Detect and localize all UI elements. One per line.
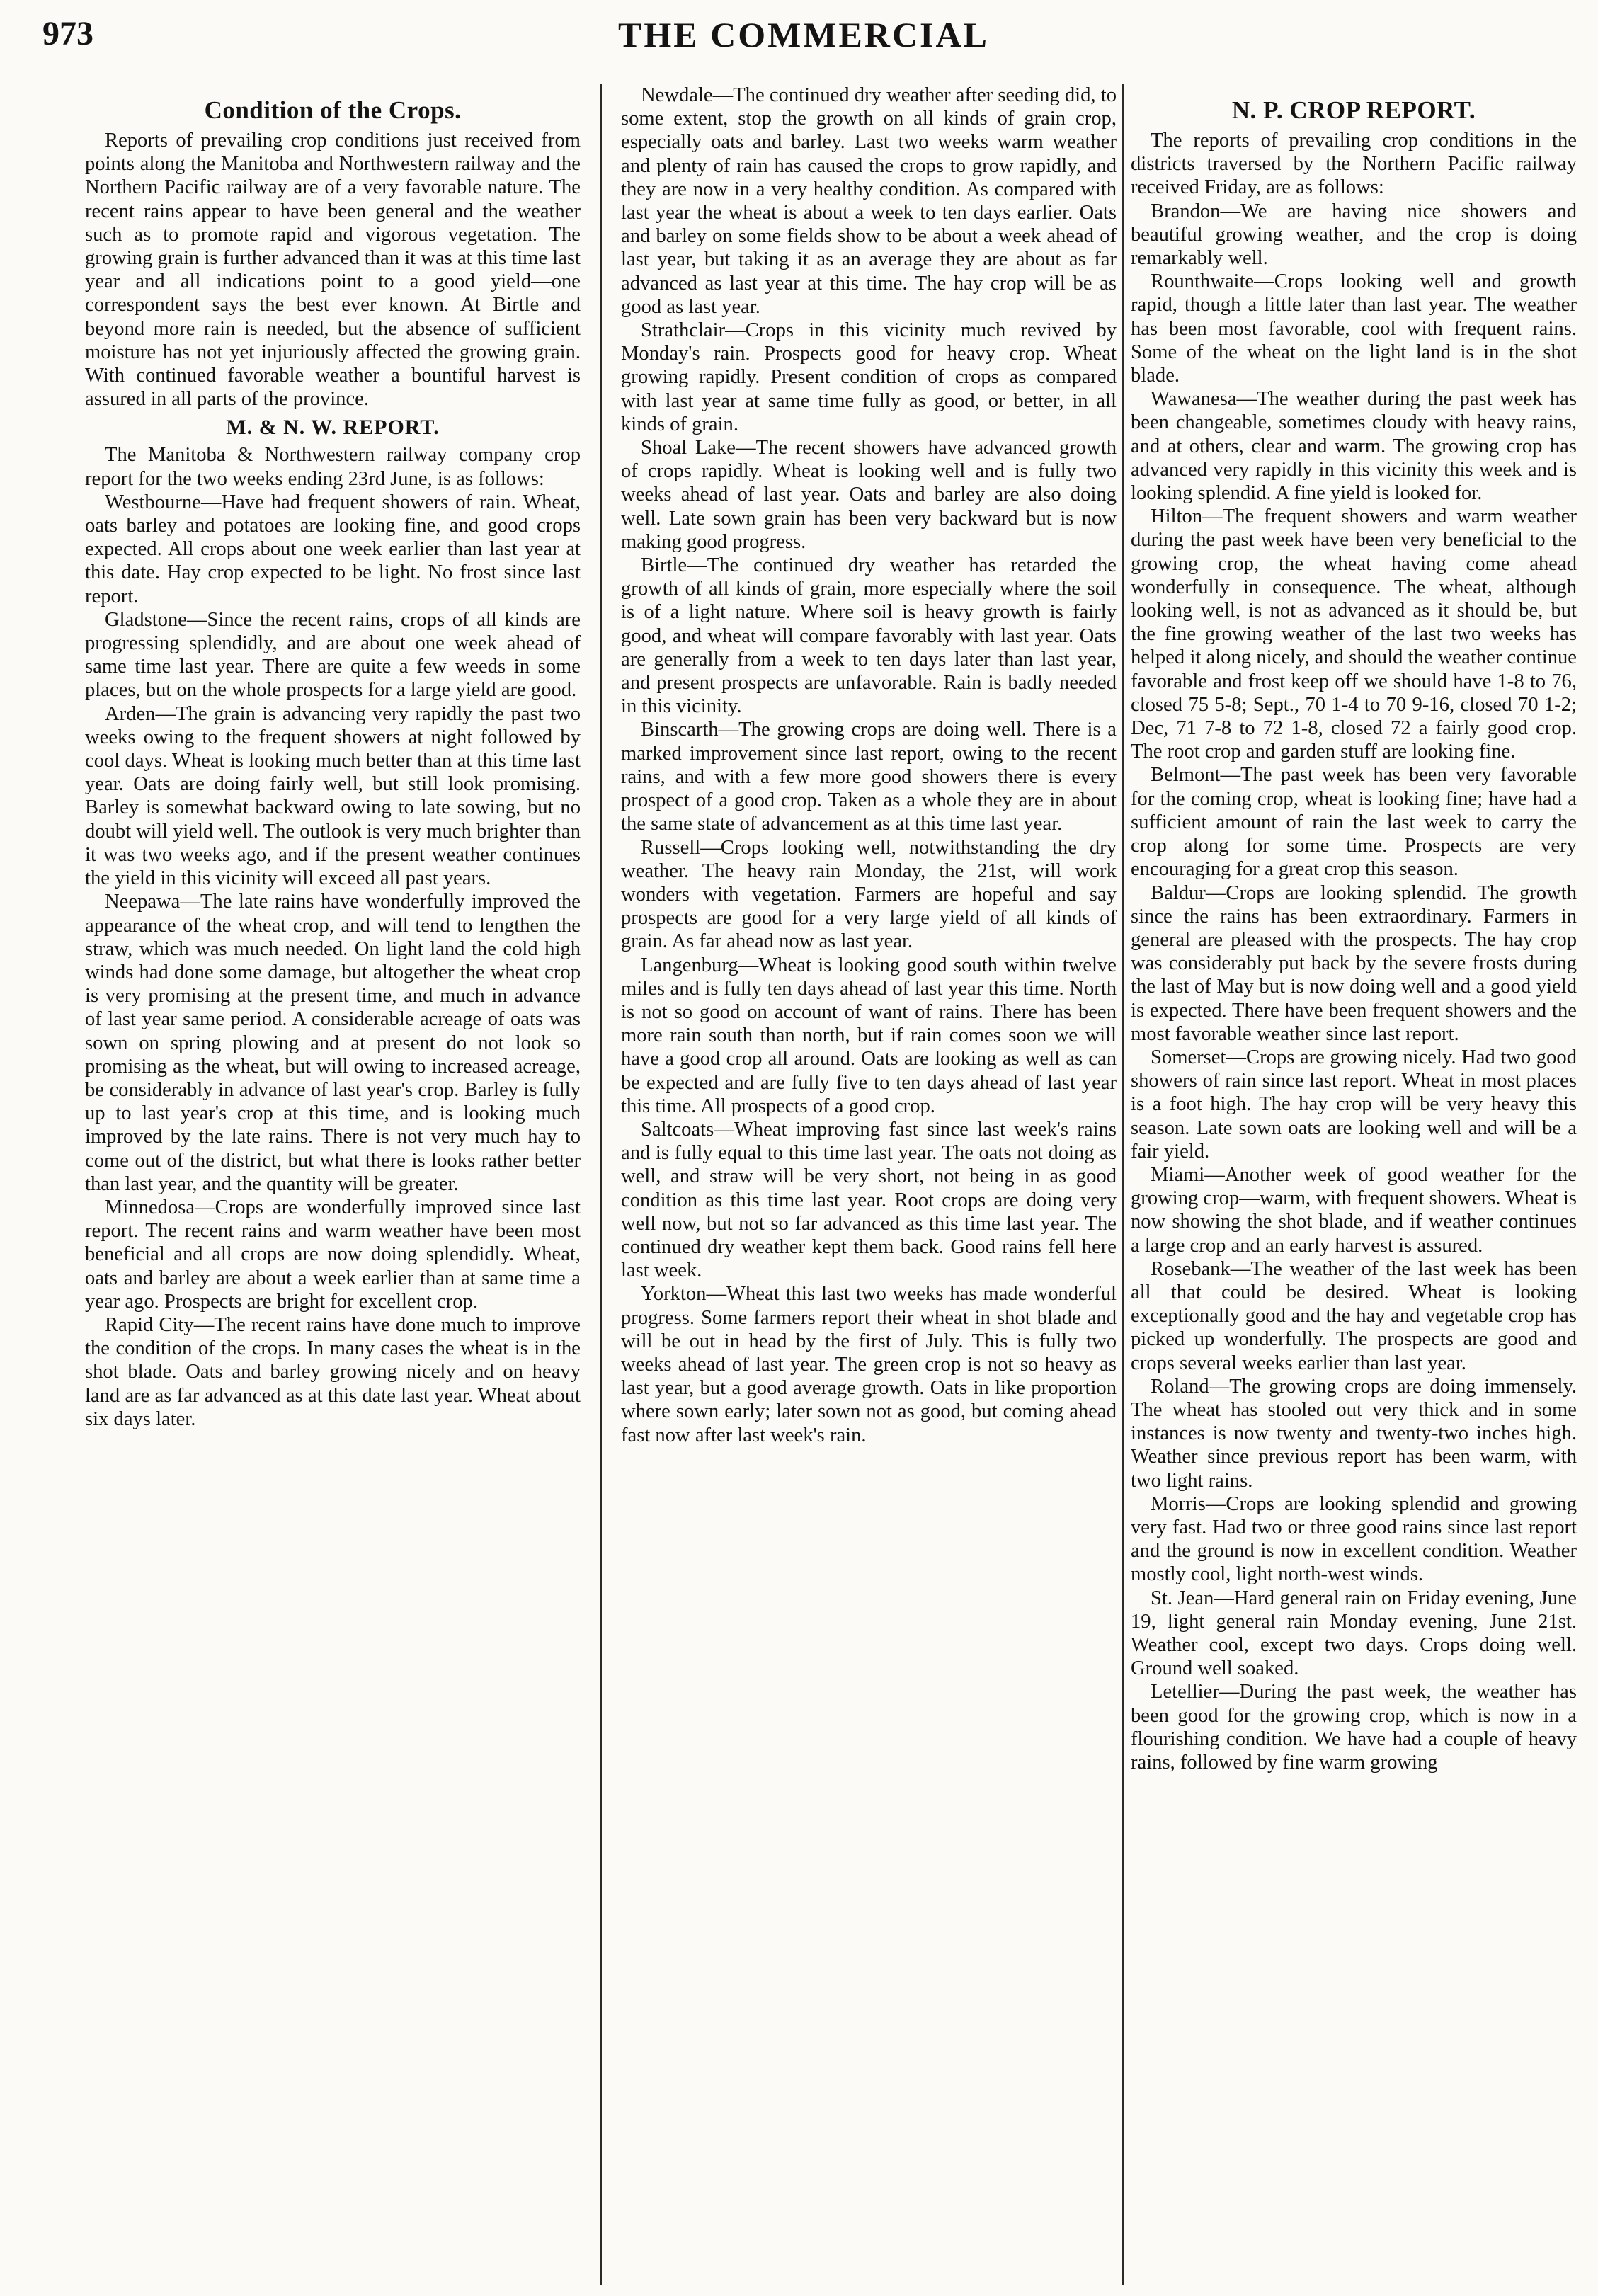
crop-report-entry: Neepawa—The late rains have wonderfully improved the appearance of the wheat crop, and will tend to lengthen the straw, which was much needed. On light land the cold high winds had done some damage, but altogether the wheat crop is very promising at the present time, and much in advance of last year same period. A considerable acreage of oats was sown on spring plowing and at present do not look so promising as the wheat, but will owing to increased acreage, be considerably in advance of last year's crop. Barley is fully up to last year's crop at this time, and is looking much improved by the late rains. There is not very much hay to come out of the district, but what there is looks rather better than last year, and the quantity will be greater. bbox=[85, 891, 581, 1195]
crop-report-entry: Hilton—The frequent showers and warm weather during the past week have been very beneficial to the growing crop, the wheat having come ahead wonderfully in consequence. The wheat, although looking well, is not as advanced as it should be, but the fine growing weather of the last two weeks has helped it along nicely, and should the weather continue favorable and frost keep off we should have 1-8 to 76, closed 75 5-8; Sept., 70 1-4 to 70 9-16, closed 70 1-2; Dec, 71 7-8 to 72 1-8, closed 72 a fairly good crop. The root crop and garden stuff are looking fine. bbox=[1131, 506, 1577, 763]
column-2 bbox=[621, 84, 1117, 2285]
crop-report-entry: Letellier—During the past week, the weather has been good for the growing crop, which is now in a flourishing condition. We have had a couple of heavy rains, followed by fine warm growing bbox=[1131, 1681, 1577, 1774]
crop-report-entry: Belmont—The past week has been very favorable for the coming crop, wheat is looking fine; have had a sufficient amount of rain the last week to carry the crop along for some time. Prospects are very encouraging for a great crop this season. bbox=[1131, 764, 1577, 881]
column-1 bbox=[85, 84, 581, 2285]
masthead: THE COMMERCIAL bbox=[618, 15, 989, 55]
article-intro: Reports of prevailing crop conditions just received from points along the Manitoba and Northwestern railway and the Northern Pacific railway are of a very favorable nature. The recent rains appear to have been general and the weather such as to promote rapid and vigorous vegetation. The growing grain is further advanced than it was at this time last year and all indications point to a good yield—one correspondent says the best ever known. At Birtle and beyond more rain is needed, but the absence of sufficient moisture has not yet injuriously affected the growing grain. With continued favorable weather a bountiful harvest is assured in all parts of the province. bbox=[85, 130, 581, 411]
crop-report-entry: Birtle—The continued dry weather has retarded the growth of all kinds of grain, more especially where the soil is of a light nature. Where soil is heavy growth is fairly good, and wheat will compare favorably with last year. Oats are generally from a week to ten days later than last year, and present prospects are unfavorable. Rain is badly needed in this vicinity. bbox=[621, 554, 1117, 718]
crop-report-entry: Rosebank—The weather of the last week has been all that could be desired. Wheat is looking exceptionally good and the hay and vegetable crop has picked up wonderfully. The prospects are good and crops several weeks earlier than last year. bbox=[1131, 1257, 1577, 1374]
crop-report-entry: Yorkton—Wheat this last two weeks has made wonderful progress. Some farmers report their wheat in shot blade and will be out in head by the first of July. This is fully two weeks ahead of last year. The green crop is not so heavy as last year, but a good average growth. Oats in like proportion where sown early; later sown not as good, but coming ahead fast now after last week's rain. bbox=[621, 1283, 1117, 1446]
crop-report-entry: Miami—Another week of good weather for the growing crop—warm, with frequent showers. Wheat is now showing the shot blade, and if weather continues a large crop and an early harvest is assured. bbox=[1131, 1163, 1577, 1257]
column-3 bbox=[1131, 84, 1577, 2285]
crop-report-entry: Brandon—We are having nice showers and beautiful growing weather, and the crop is doing remarkably well. bbox=[1131, 200, 1577, 270]
crop-report-entry: Wawanesa—The weather during the past week has been changeable, sometimes cloudy with heavy rains, and at others, clear and warm. The growing crop has advanced very rapidly in this vicinity this week and is looking splendid. A fine yield is looked for. bbox=[1131, 388, 1577, 505]
section-intro: The Manitoba & Northwestern railway company crop report for the two weeks ending 23rd June, is as follows: bbox=[85, 444, 581, 490]
crop-report-entry: Saltcoats—Wheat improving fast since last week's rains and is fully equal to this time last year. The oats not doing as well, and straw will be very short, not being in as good condition as this time last year. Root crops are doing very well now, but not so far advanced as this time last year. The continued dry weather kept them back. Good rains fell here last week. bbox=[621, 1118, 1117, 1282]
crop-report-entry: Newdale—The continued dry weather after seeding did, to some extent, stop the growth on all kinds of grain crop, especially oats and barley. Last two weeks warm weather and plenty of rain has caused the crops to grow rapidly, and they are now in a very healthy condition. As compared with last year the wheat is about a week to ten days earlier. Oats and barley on some fields show to be about a week ahead of last year, but taking it as an average they are about as far advanced as last year at this time. The hay crop will be as good as last year. bbox=[621, 84, 1117, 318]
crop-report-entry: Langenburg—Wheat is looking good south within twelve miles and is fully ten days ahead of last year this time. North is not so good on account of want of rains. There has been more rain south than north, but if rain comes soon we will have a good crop all around. Oats are looking as well as can be expected and are fully five to ten days ahead of last year this time. All prospects of a good crop. bbox=[621, 954, 1117, 1117]
crop-report-entry: St. Jean—Hard general rain on Friday evening, June 19, light general rain Monday evening, June 21st. Weather cool, except two days. Crops doing well. Ground well soaked. bbox=[1131, 1587, 1577, 1680]
crop-report-entry: Westbourne—Have had frequent showers of rain. Wheat, oats barley and potatoes are looking fine, and good crops expected. All crops about one week earlier than last year at this date. Hay crop expected to be light. No frost since last report. bbox=[85, 491, 581, 607]
page-number: 973 bbox=[42, 15, 93, 52]
crop-report-entry: Rapid City—The recent rains have done much to improve the condition of the crops. In many cases the wheat is in the shot blade. Oats and barley growing nicely and on heavy land are as far advanced as at this date last year. Wheat about six days later. bbox=[85, 1313, 581, 1430]
column-rule bbox=[1122, 84, 1124, 2285]
crop-report-entry: Shoal Lake—The recent showers have advanced growth of crops rapidly. Wheat is looking well and is fully two weeks ahead of last year. Oats and barley are also doing well. Late sown grain has been very backward but is now making good progress. bbox=[621, 437, 1117, 553]
column-rule bbox=[600, 84, 602, 2285]
section-intro: The reports of prevailing crop conditions in the districts traversed by the Northern Pacific railway received Friday, are as follows: bbox=[1131, 130, 1577, 199]
crop-report-entry: Binscarth—The growing crops are doing well. There is a marked improvement since last report, owing to the recent rains, and with a few more good showers there is every prospect of a good crop. Taken as a whole they are in about the same state of advancement as at this time last year. bbox=[621, 719, 1117, 835]
crop-report-entry: Gladstone—Since the recent rains, crops of all kinds are progressing splendidly, and are about one week ahead of same time last year. There are quite a few weeds in some places, but on the whole prospects for a large yield are good. bbox=[85, 608, 581, 702]
crop-report-entry: Baldur—Crops are looking splendid. The growth since the rains has been extraordinary. Farmers in general are pleased with the prospects. The hay crop was considerably put back by the severe frosts during the last of May but is now doing well and a good yield is expected. There have been frequent showers and the most favorable weather since last report. bbox=[1131, 881, 1577, 1045]
page-header bbox=[42, 14, 1565, 58]
crop-report-entry: Morris—Crops are looking splendid and growing very fast. Had two or three good rains since last report and the ground is now in excellent condition. Weather mostly cool, light north-west winds. bbox=[1131, 1492, 1577, 1586]
crop-report-entry: Rounthwaite—Crops looking well and growth rapid, though a little later than last year. The weather has been most favorable, cool with frequent rains. Some of the wheat on the light land is in the shot blade. bbox=[1131, 270, 1577, 387]
crop-report-entry: Somerset—Crops are growing nicely. Had two good showers of rain since last report. Wheat in most places is a foot high. The hay crop will be very heavy this season. Late sown oats are looking well and will be a fair yield. bbox=[1131, 1046, 1577, 1163]
crop-report-entry: Russell—Crops looking well, notwithstanding the dry weather. The heavy rain Monday, the 21st, will work wonders with vegetation. Farmers are hopeful and say prospects are good for a very large yield of all kinds of grain. As far ahead now as last year. bbox=[621, 836, 1117, 953]
section-heading: M. & N. W. REPORT. bbox=[226, 416, 440, 440]
crop-report-entry: Arden—The grain is advancing very rapidly the past two weeks owing to the frequent showers at night followed by cool days. Wheat is looking much better than at this time last year. Oats are doing fairly well, but still look promising. Barley is somewhat backward owing to late sowing, but no doubt will yield well. The outlook is very much brighter than it was two weeks ago, and if the present weather continues the yield in this vicinity will exceed all past years. bbox=[85, 702, 581, 890]
crop-report-entry: Strathclair—Crops in this vicinity much revived by Monday's rain. Prospects good for heavy crop. Wheat growing rapidly. Present condition of crops as compared with last year at same time fully as good, or better, in all kinds of grain. bbox=[621, 319, 1117, 435]
crop-report-entry: Minnedosa—Crops are wonderfully improved since last report. The recent rains and warm weather have been most beneficial and all crops are now doing splendidly. Wheat, oats and barley are about a week earlier than at same time a year ago. Prospects are bright for excellent crop. bbox=[85, 1196, 581, 1313]
crop-report-entry: Roland—The growing crops are doing immensely. The wheat has stooled out very thick and in some instances is now twenty and twenty-two inches high. Weather since previous report has been warm, with two light rains. bbox=[1131, 1375, 1577, 1492]
section-heading: N. P. CROP REPORT. bbox=[1231, 96, 1476, 124]
article-title: Condition of the Crops. bbox=[204, 96, 462, 124]
